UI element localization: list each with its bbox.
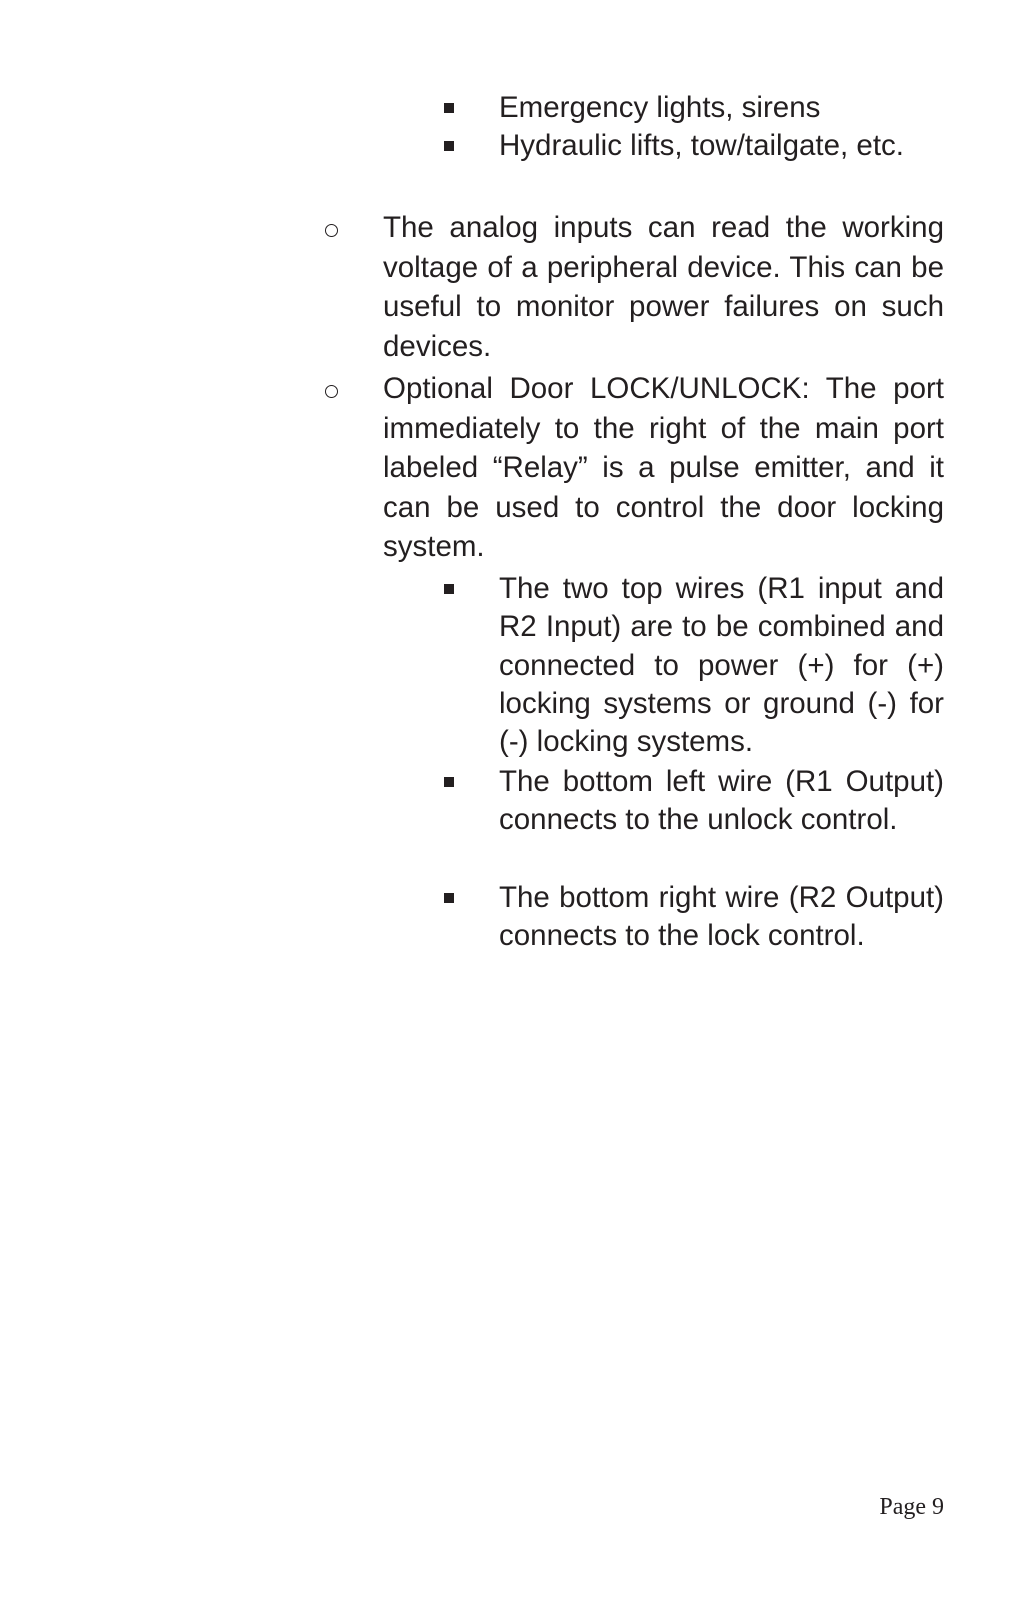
- square-bullet-icon: [444, 777, 454, 787]
- bullet-bottom-left-wire: The bottom left wire (R1 Output) connects to the unlock control.: [499, 765, 944, 837]
- square-bullet-icon: [444, 141, 454, 151]
- square-bullet-icon: [444, 584, 454, 594]
- bullet-analog-inputs: The analog inputs can read the working voltage of a peripheral device. This can be useful to monitor power failures on such devices.: [383, 211, 944, 363]
- circle-bullet-icon: [325, 224, 338, 237]
- square-bullet-icon: [444, 103, 454, 113]
- bullet-emergency-lights: Emergency lights, sirens: [499, 91, 821, 124]
- bullet-hydraulic-lifts: Hydraulic lifts, tow/tailgate, etc.: [499, 129, 904, 162]
- page-number: Page 9: [879, 1494, 944, 1520]
- bullet-bottom-right-wire: The bottom right wire (R2 Output) connects to the lock control.: [499, 881, 944, 953]
- bullet-top-wires: The two top wires (R1 input and R2 Input) are to be combined and connected to power (+) for (+) locking systems or ground (-) for (-) locking systems.: [499, 572, 944, 759]
- circle-bullet-icon: [325, 385, 338, 398]
- bullet-door-lock-unlock: Optional Door LOCK/UNLOCK: The port immediately to the right of the main port labeled “Relay” is a pulse emitter, and it can be used to control the door locking system.: [383, 372, 944, 563]
- square-bullet-icon: [444, 893, 454, 903]
